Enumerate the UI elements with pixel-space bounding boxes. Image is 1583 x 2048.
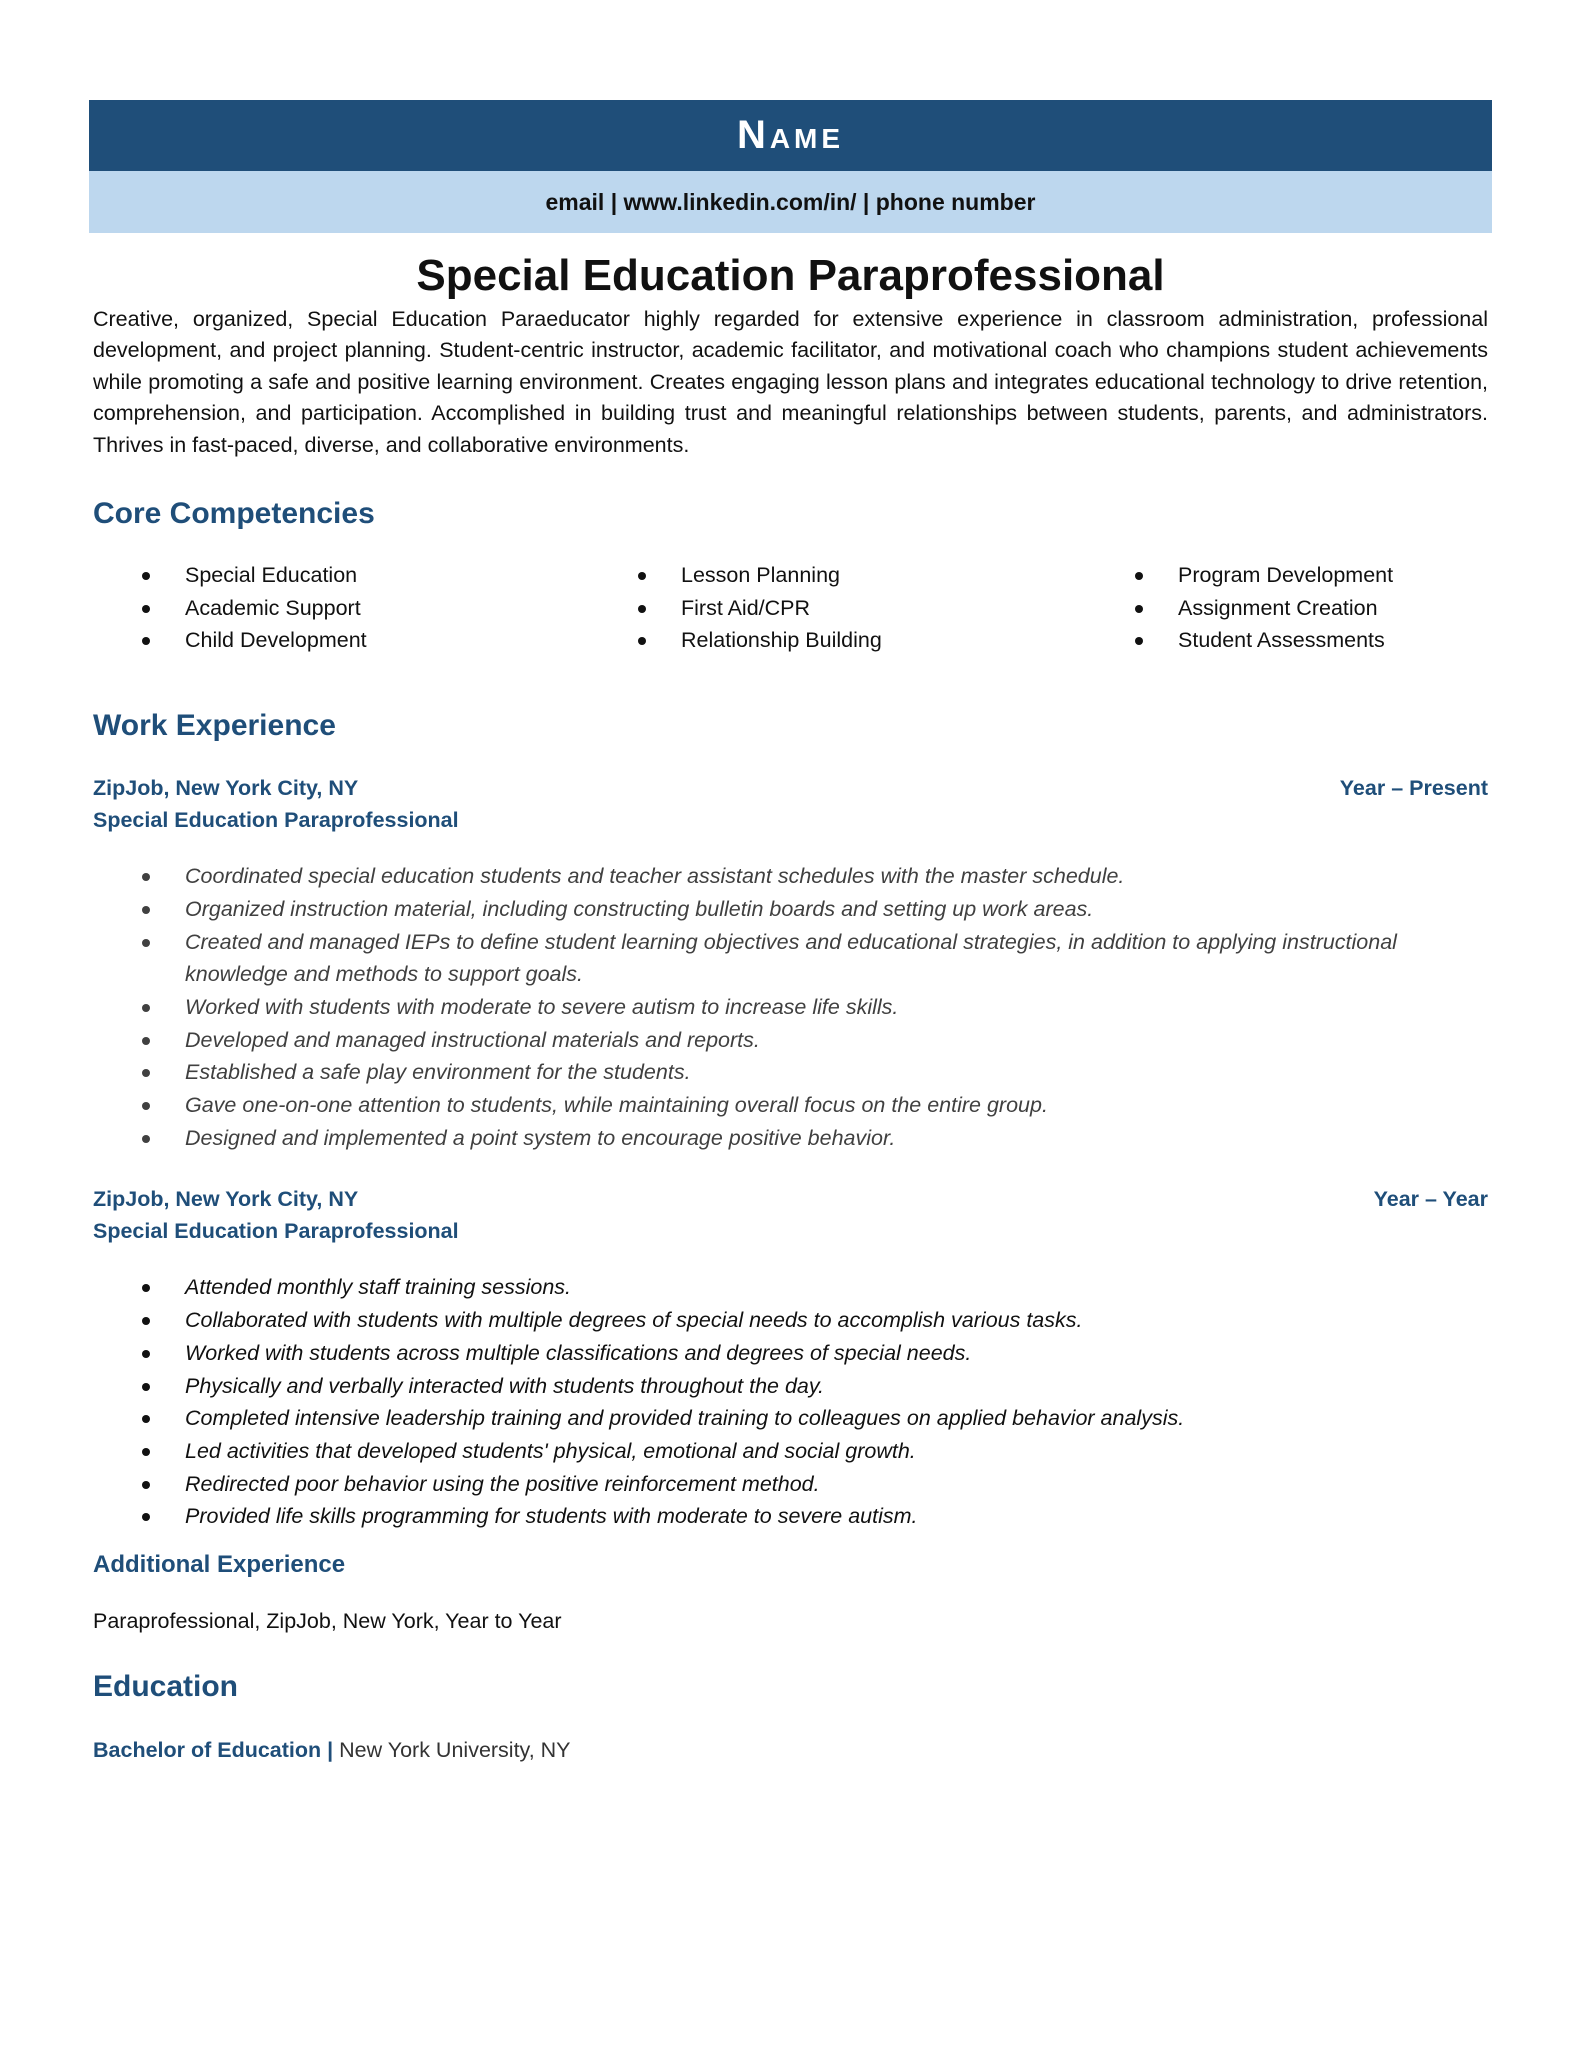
- job-bullet: Created and managed IEPs to define student learning objectives and educational strategies, in addition to applying instructional knowledge and methods to support goals.: [93, 926, 1488, 991]
- education-entry: [93, 1738, 1488, 1763]
- job-bullet: Designed and implemented a point system to encourage positive behavior.: [93, 1122, 1488, 1155]
- job-bullet: Led activities that developed students' physical, emotional and social growth.: [93, 1435, 1488, 1468]
- competency-item: Program Development: [1086, 559, 1486, 592]
- job-bullet: Developed and managed instructional materials and reports.: [93, 1024, 1488, 1057]
- job-bullet: Worked with students across multiple classifications and degrees of special needs.: [93, 1337, 1488, 1370]
- resume-body: [93, 248, 1488, 1763]
- job-bullet: Worked with students with moderate to severe autism to increase life skills.: [93, 991, 1488, 1024]
- education-school: New York University, NY: [333, 1738, 571, 1763]
- job-bullets: [93, 1271, 1488, 1533]
- job-company: ZipJob, New York City, NY: [93, 1187, 359, 1212]
- competency-item: Student Assessments: [1086, 624, 1486, 657]
- resume-title: Special Education Paraprofessional: [416, 251, 1165, 300]
- job-role: Special Education Paraprofessional: [93, 807, 459, 832]
- competency-column: [1086, 559, 1486, 657]
- job-bullet: Redirected poor behavior using the positive reinforcement method.: [93, 1468, 1488, 1501]
- job-bullet: Completed intensive leadership training and provided training to colleagues on applied behavior analysis.: [93, 1402, 1488, 1435]
- job-bullet: Gave one-on-one attention to students, while maintaining overall focus on the entire group.: [93, 1089, 1488, 1122]
- contact-line: email | www.linkedin.com/in/ | phone number: [89, 171, 1492, 233]
- competency-column: [93, 559, 589, 657]
- competency-item: First Aid/CPR: [589, 592, 1086, 625]
- education-heading: Education: [93, 1670, 239, 1704]
- competency-item: Child Development: [93, 624, 589, 657]
- job-entry: [93, 773, 1488, 1154]
- job-bullet: Organized instruction material, including constructing bulletin boards and setting up work areas.: [93, 893, 1488, 926]
- job-bullet: Physically and verbally interacted with students throughout the day.: [93, 1370, 1488, 1403]
- job-bullet: Attended monthly staff training sessions.: [93, 1271, 1488, 1304]
- job-role: Special Education Paraprofessional: [93, 1218, 459, 1243]
- resume-name: Name: [89, 100, 1492, 171]
- competency-item: Relationship Building: [589, 624, 1086, 657]
- summary: Creative, organized, Special Education Paraeducator highly regarded for extensive experience in classroom administration, professional development, and project planning. Student-centric instructor, academic facilitator, and motivational coach who champions student achievements while promoting a safe and positive learning environment. Creates engaging lesson plans and integrates educational technology to drive retention, comprehension, and participation. Accomplished in building trust and meaningful relationships between students, parents, and administrators. Thrives in fast-paced, diverse, and collaborative environments.: [93, 307, 1488, 457]
- job-bullets: [93, 860, 1488, 1154]
- job-company: ZipJob, New York City, NY: [93, 776, 359, 801]
- additional-experience-text: Paraprofessional, ZipJob, New York, Year to Year: [93, 1609, 562, 1634]
- competency-item: Academic Support: [93, 592, 589, 625]
- job-dates: Year – Year: [1373, 1187, 1488, 1212]
- education-degree: Bachelor of Education |: [93, 1738, 334, 1763]
- competency-item: Assignment Creation: [1086, 592, 1486, 625]
- competencies-grid: [93, 559, 1488, 657]
- job-entry: [93, 1184, 1488, 1533]
- job-bullet: Provided life skills programming for students with moderate to severe autism.: [93, 1500, 1488, 1533]
- job-dates: Year – Present: [1339, 776, 1488, 801]
- competency-item: Special Education: [93, 559, 589, 592]
- additional-experience-heading: Additional Experience: [93, 1551, 346, 1579]
- core-competencies-heading: Core Competencies: [93, 497, 375, 531]
- competency-column: [589, 559, 1086, 657]
- job-bullet: Coordinated special education students and teacher assistant schedules with the master schedule.: [93, 860, 1488, 893]
- job-bullet: Established a safe play environment for the students.: [93, 1056, 1488, 1089]
- competency-item: Lesson Planning: [589, 559, 1086, 592]
- job-bullet: Collaborated with students with multiple degrees of special needs to accomplish various tasks.: [93, 1304, 1488, 1337]
- work-experience-heading: Work Experience: [93, 709, 336, 743]
